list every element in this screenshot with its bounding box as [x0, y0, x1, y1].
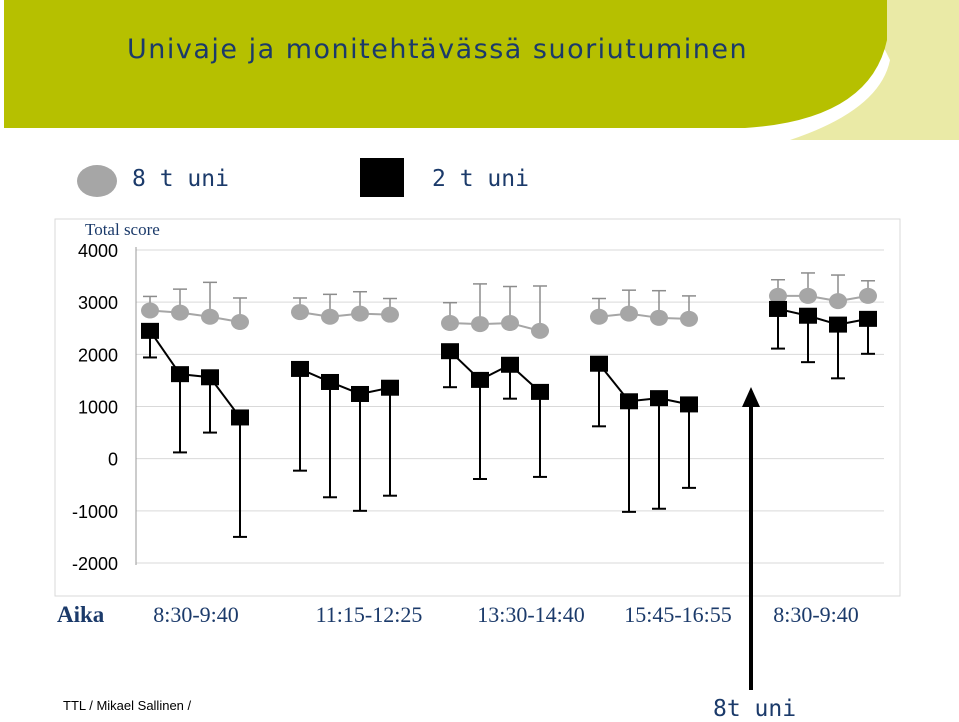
x-tick-label: 11:15-12:25	[315, 602, 423, 627]
data-point-8h	[590, 309, 608, 325]
data-point-8h	[171, 305, 189, 321]
data-point-2h	[590, 356, 608, 372]
data-point-2h	[291, 361, 309, 377]
data-point-8h	[620, 306, 638, 322]
data-point-8h	[680, 311, 698, 327]
data-point-8h	[231, 314, 249, 330]
annotation-label: 8t uni	[713, 696, 797, 722]
y-tick-label: 2000	[77, 345, 118, 366]
data-point-8h	[501, 315, 519, 331]
y-tick-label: 4000	[77, 241, 118, 261]
data-point-2h	[769, 301, 787, 317]
x-tick-label: 8:30-9:40	[153, 602, 239, 627]
x-tick-label: 15:45-16:55	[624, 602, 732, 627]
data-point-2h	[471, 372, 489, 388]
data-point-2h	[859, 311, 877, 327]
y-tick-label: 1000	[77, 397, 118, 418]
data-point-8h	[351, 306, 369, 322]
data-point-8h	[531, 323, 549, 339]
data-point-8h	[471, 316, 489, 332]
data-point-2h	[829, 317, 847, 333]
data-point-2h	[141, 323, 159, 339]
page-title: Univaje ja monitehtävässä suoriutuminen	[127, 34, 749, 65]
x-tick-label: 8:30-9:40	[773, 602, 859, 627]
data-point-8h	[441, 315, 459, 331]
data-point-2h	[231, 409, 249, 425]
data-point-8h	[829, 293, 847, 309]
annotation-arrow	[742, 387, 760, 690]
data-point-2h	[171, 366, 189, 382]
data-point-2h	[531, 384, 549, 400]
data-point-8h	[650, 310, 668, 326]
data-point-8h	[381, 307, 399, 323]
y-tick-label: -2000	[71, 554, 118, 574]
y-axis-label: Total score	[85, 220, 160, 239]
data-point-2h	[351, 386, 369, 402]
data-point-2h	[799, 308, 817, 324]
data-point-2h	[201, 369, 219, 385]
x-tick-label: 13:30-14:40	[477, 602, 585, 627]
data-point-2h	[620, 393, 638, 409]
data-point-8h	[859, 288, 877, 304]
data-point-8h	[321, 309, 339, 325]
data-point-2h	[381, 380, 399, 396]
data-point-2h	[680, 396, 698, 412]
x-axis-label: Aika	[57, 602, 105, 627]
arrow-up-icon	[742, 387, 760, 407]
data-point-2h	[501, 357, 519, 373]
data-point-8h	[291, 304, 309, 320]
data-point-2h	[441, 343, 459, 359]
legend-label-2h: 2 t uni	[432, 166, 529, 192]
footer-text: TTL / Mikael Sallinen /	[63, 698, 192, 713]
y-tick-label: 3000	[77, 293, 118, 314]
y-tick-label: -1000	[71, 501, 118, 522]
data-point-8h	[141, 303, 159, 319]
data-point-8h	[799, 288, 817, 304]
chart-frame	[55, 219, 900, 596]
data-point-8h	[201, 309, 219, 325]
legend-label-8h: 8 t uni	[132, 166, 229, 192]
data-point-2h	[321, 374, 339, 390]
data-point-2h	[650, 390, 668, 406]
y-tick-label: 0	[107, 449, 118, 470]
